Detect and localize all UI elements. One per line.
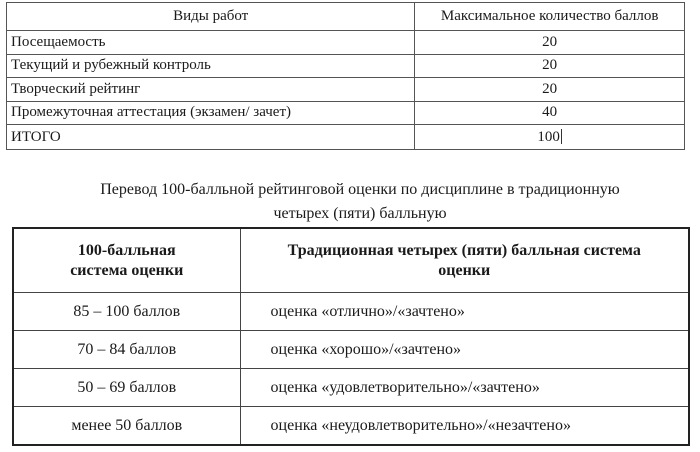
section-caption	[60, 178, 660, 226]
caption-line-1: Перевод 100-балльной рейтинговой оценки по дисциплине в традиционную	[100, 181, 620, 198]
score-range-cell: менее 50 баллов	[13, 407, 240, 446]
total-label-cell: ИТОГО	[7, 125, 415, 150]
header-line: оценки	[438, 261, 491, 279]
total-points-value: 100	[537, 128, 560, 145]
table-row	[7, 31, 685, 55]
text-cursor	[561, 129, 562, 144]
points-cell: 20	[415, 54, 685, 78]
score-range-cell: 85 – 100 баллов	[13, 293, 240, 331]
header-line: 100-балльная	[77, 241, 176, 259]
work-points-table	[6, 2, 685, 150]
table-row	[7, 54, 685, 78]
points-cell: 40	[415, 101, 685, 125]
grade-cell: оценка «удовлетворительно»/«зачтено»	[240, 369, 689, 407]
caption-line-2: четырех (пяти) балльную	[273, 205, 447, 222]
work-type-cell: Посещаемость	[7, 31, 415, 55]
header-work-type: Виды работ	[7, 3, 415, 31]
work-type-cell: Промежуточная аттестация (экзамен/ зачет)	[7, 101, 415, 125]
table-row	[13, 293, 689, 331]
table-header-row	[7, 3, 685, 31]
grade-cell: оценка «хорошо»/«зачтено»	[240, 331, 689, 369]
table-row-total	[7, 125, 685, 150]
score-range-cell: 50 – 69 баллов	[13, 369, 240, 407]
points-cell: 20	[415, 78, 685, 102]
score-range-cell: 70 – 84 баллов	[13, 331, 240, 369]
table-row	[7, 78, 685, 102]
header-traditional-system	[240, 228, 689, 293]
grade-cell: оценка «отлично»/«зачтено»	[240, 293, 689, 331]
work-type-cell: Текущий и рубежный контроль	[7, 54, 415, 78]
total-points-cell[interactable]	[415, 125, 685, 150]
table-row	[13, 407, 689, 446]
header-100-point-system	[13, 228, 240, 293]
grade-cell: оценка «неудовлетворительно»/«незачтено»	[240, 407, 689, 446]
work-type-cell: Творческий рейтинг	[7, 78, 415, 102]
header-max-points: Максимальное количество баллов	[415, 3, 685, 31]
table-header-row	[13, 228, 689, 293]
header-line: Традиционная четырех (пяти) балльная система	[287, 241, 641, 259]
header-line: система оценки	[70, 261, 184, 279]
points-cell: 20	[415, 31, 685, 55]
grade-conversion-table	[12, 227, 690, 446]
table-row	[13, 331, 689, 369]
table-row	[13, 369, 689, 407]
table-row	[7, 101, 685, 125]
